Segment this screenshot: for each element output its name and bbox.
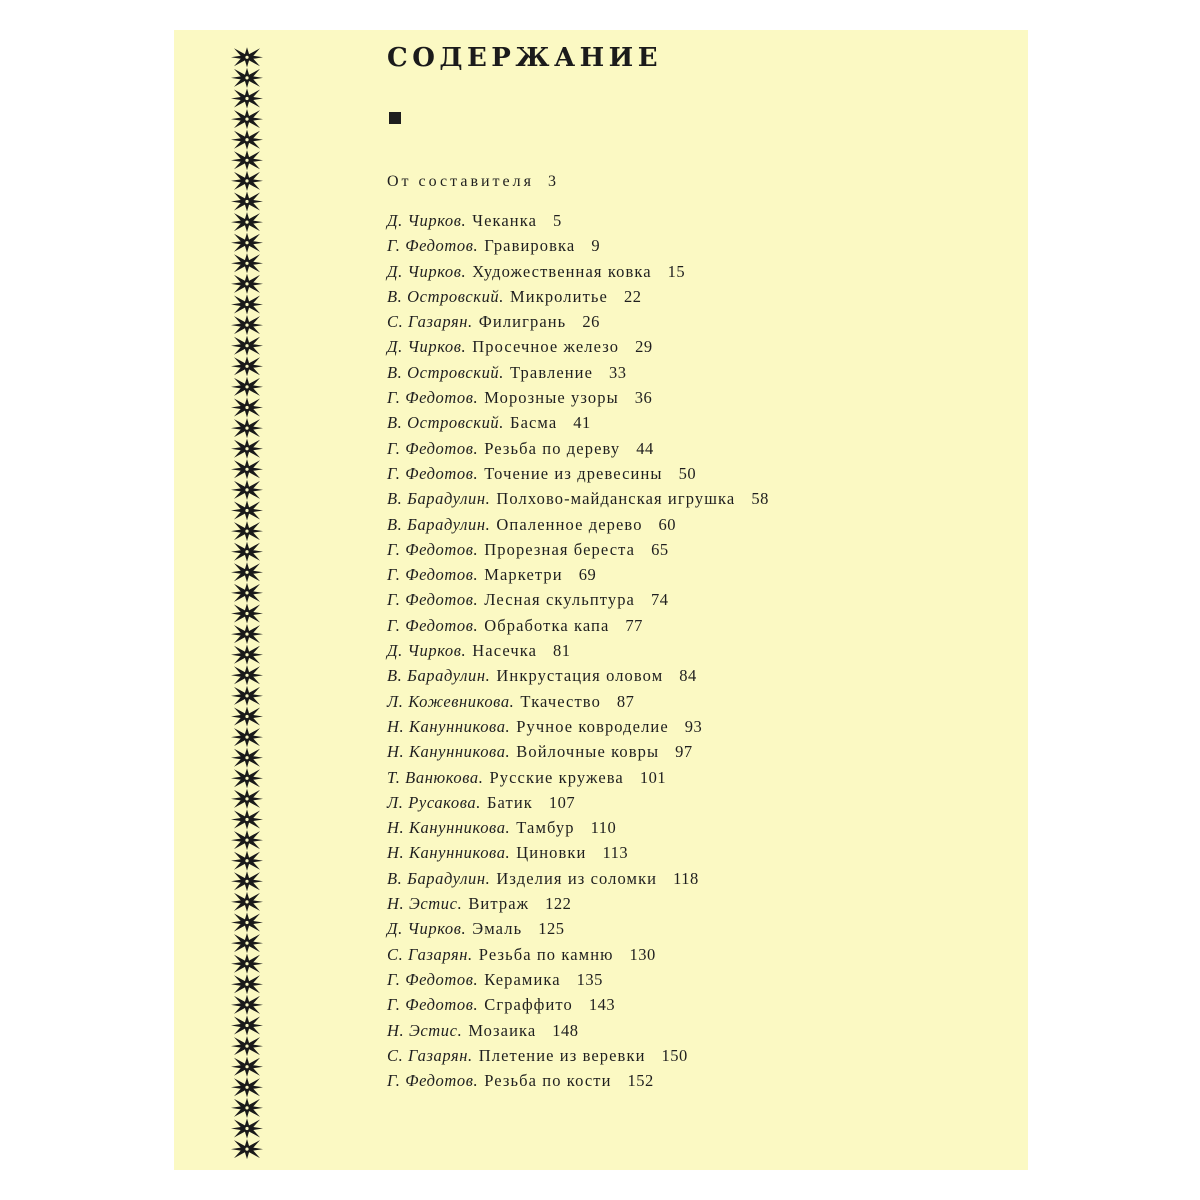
entry-page-number: 22 xyxy=(623,286,642,306)
eight-point-star-ornament xyxy=(231,398,263,418)
toc-entry[interactable] xyxy=(387,866,769,891)
entry-author: В. Барадулин. xyxy=(387,514,491,534)
entry-author: Л. Русакова. xyxy=(387,792,481,812)
toc-entry[interactable] xyxy=(387,486,769,511)
entry-page-number: 143 xyxy=(588,995,616,1015)
entry-author: Д. Чирков. xyxy=(387,641,467,661)
entry-title: Плетение из веревки xyxy=(478,1045,646,1065)
eight-point-star-ornament xyxy=(231,109,263,129)
eight-point-star-ornament xyxy=(231,439,263,459)
entry-title: Циновки xyxy=(516,843,587,863)
entry-title: Войлочные ковры xyxy=(516,742,660,762)
toc-entry[interactable] xyxy=(387,739,769,764)
entry-author: Г. Федотов. xyxy=(387,438,479,458)
entry-title: Прорезная береста xyxy=(484,539,636,559)
toc-entry[interactable] xyxy=(387,689,769,714)
eight-point-star-ornament xyxy=(231,521,263,541)
entry-author: Г. Федотов. xyxy=(387,969,479,989)
eight-point-star-ornament xyxy=(231,933,263,953)
entry-author: Г. Федотов. xyxy=(387,388,479,408)
entry-title: Опаленное дерево xyxy=(496,514,643,534)
entry-author: Н. Канунникова. xyxy=(387,742,511,762)
eight-point-star-ornament xyxy=(231,212,263,232)
entry-author: Т. Ванюкова. xyxy=(387,767,484,787)
entry-title: Тамбур xyxy=(516,818,575,838)
eight-point-star-ornament xyxy=(231,686,263,706)
entry-title: Батик xyxy=(486,792,533,812)
entry-page-number: 148 xyxy=(552,1020,579,1040)
entry-title: Резьба по дереву xyxy=(484,438,621,458)
toc-entry[interactable] xyxy=(387,587,769,612)
entry-page-number: 93 xyxy=(684,716,703,736)
toc-entry[interactable] xyxy=(387,942,769,967)
toc-entry[interactable] xyxy=(387,765,769,790)
eight-point-star-ornament xyxy=(231,377,263,397)
toc-entry[interactable] xyxy=(387,334,769,359)
eight-point-star-ornament xyxy=(231,1077,263,1097)
entry-title: Русские кружева xyxy=(489,767,624,787)
toc-preface[interactable] xyxy=(387,173,556,191)
eight-point-star-ornament xyxy=(231,233,263,253)
toc-entry[interactable] xyxy=(387,537,769,562)
entry-title: Сграффито xyxy=(484,995,573,1015)
entry-title: Травление xyxy=(510,362,594,382)
entry-author: Д. Чирков. xyxy=(387,337,467,357)
entry-page-number: 81 xyxy=(553,641,571,661)
entry-page-number: 5 xyxy=(553,211,562,230)
entry-author: Д. Чирков. xyxy=(387,211,467,230)
entry-title: Насечка xyxy=(472,641,538,661)
entry-author: В. Барадулин. xyxy=(387,666,491,686)
eight-point-star-ornament xyxy=(231,336,263,356)
eight-point-star-ornament xyxy=(231,995,263,1015)
eight-point-star-ornament xyxy=(231,562,263,582)
entry-title: Полхово-майданская игрушка xyxy=(496,489,736,509)
entry-page-number: 41 xyxy=(573,413,591,433)
eight-point-star-ornament xyxy=(231,171,263,191)
entry-page-number: 110 xyxy=(590,818,617,838)
eight-point-star-ornament xyxy=(231,150,263,170)
eight-point-star-ornament xyxy=(231,748,263,768)
entry-page-number: 130 xyxy=(629,944,656,964)
entry-title: Мозаика xyxy=(468,1020,537,1040)
entry-page-number: 107 xyxy=(548,792,576,812)
ornament-border xyxy=(226,47,268,1163)
toc-entry[interactable] xyxy=(387,1043,769,1068)
entry-title: Маркетри xyxy=(484,565,563,585)
entry-title: Ручное ковроделие xyxy=(516,716,669,736)
toc-entry[interactable] xyxy=(387,512,769,537)
toc-entry[interactable] xyxy=(387,790,769,815)
page-title: СОДЕРЖАНИЕ xyxy=(387,43,663,73)
entry-title: Гравировка xyxy=(484,236,576,256)
square-bullet-icon xyxy=(389,112,401,124)
entry-title: Резьба по кости xyxy=(484,1071,612,1091)
toc-entry[interactable] xyxy=(387,1068,769,1093)
eight-point-star-ornament xyxy=(231,913,263,933)
entry-author: Г. Федотов. xyxy=(387,590,479,610)
eight-point-star-ornament xyxy=(231,830,263,850)
entry-page-number: 33 xyxy=(609,362,627,382)
entry-title: Лесная скульптура xyxy=(484,590,635,610)
toc-entry[interactable] xyxy=(387,1018,769,1043)
toc-entry[interactable] xyxy=(387,815,769,840)
eight-point-star-ornament xyxy=(231,1057,263,1077)
entry-page-number: 97 xyxy=(675,742,693,762)
entry-title: Басма xyxy=(510,413,558,433)
eight-point-star-ornament xyxy=(231,604,263,624)
entry-page-number: 50 xyxy=(678,463,697,483)
toc-entry[interactable] xyxy=(387,714,769,739)
entry-page-number: 122 xyxy=(545,894,572,914)
entry-author: Д. Чирков. xyxy=(387,261,467,281)
entry-author: Н. Канунникова. xyxy=(387,843,511,863)
entry-page-number: 44 xyxy=(636,438,654,458)
toc-entry[interactable] xyxy=(387,309,769,334)
toc-entry[interactable] xyxy=(387,385,769,410)
eight-point-star-ornament xyxy=(231,253,263,273)
entry-author: С. Газарян. xyxy=(387,312,473,332)
toc-entry[interactable] xyxy=(387,410,769,435)
toc-entry[interactable] xyxy=(387,638,769,663)
toc-entry[interactable] xyxy=(387,436,769,461)
entry-author: Г. Федотов. xyxy=(387,995,479,1015)
eight-point-star-ornament xyxy=(231,192,263,212)
entry-page-number: 15 xyxy=(667,261,686,281)
toc-entry[interactable] xyxy=(387,259,769,284)
entry-title: Точение из древесины xyxy=(484,463,663,483)
entry-title: Просечное железо xyxy=(472,337,620,357)
entry-author: В. Барадулин. xyxy=(387,489,491,509)
toc-entry[interactable] xyxy=(387,562,769,587)
eight-point-star-ornament xyxy=(231,89,263,109)
eight-point-star-ornament xyxy=(231,768,263,788)
entry-title: Изделия из соломки xyxy=(496,868,658,888)
eight-point-star-ornament xyxy=(231,47,263,67)
eight-point-star-ornament xyxy=(231,727,263,747)
entry-author: Д. Чирков. xyxy=(387,919,467,939)
entry-page-number: 60 xyxy=(658,514,677,534)
preface-label: От составителя xyxy=(387,173,534,190)
eight-point-star-ornament xyxy=(231,1098,263,1118)
toc-entry[interactable] xyxy=(387,840,769,865)
entry-title: Эмаль xyxy=(472,919,523,939)
eight-point-star-ornament xyxy=(231,1036,263,1056)
entry-title: Ткачество xyxy=(520,691,601,711)
entry-author: Г. Федотов. xyxy=(387,539,479,559)
toc-entry[interactable] xyxy=(387,613,769,638)
preface-page: 3 xyxy=(548,173,556,190)
entry-author: Г. Федотов. xyxy=(387,236,479,256)
toc-entry[interactable] xyxy=(387,208,769,233)
entry-title: Керамика xyxy=(484,969,561,989)
eight-point-star-ornament xyxy=(231,480,263,500)
entry-page-number: 36 xyxy=(634,388,653,408)
entry-page-number: 9 xyxy=(591,236,601,256)
eight-point-star-ornament xyxy=(231,542,263,562)
toc-entry[interactable] xyxy=(387,233,769,258)
eight-point-star-ornament xyxy=(231,315,263,335)
eight-point-star-ornament xyxy=(231,68,263,88)
entry-title: Микролитье xyxy=(510,286,608,306)
toc-entry[interactable] xyxy=(387,891,769,916)
eight-point-star-ornament xyxy=(231,459,263,479)
eight-point-star-ornament xyxy=(231,1139,263,1159)
entry-title: Витраж xyxy=(468,894,530,914)
eight-point-star-ornament xyxy=(231,645,263,665)
eight-point-star-ornament xyxy=(231,851,263,871)
entry-author: Н. Канунникова. xyxy=(387,716,511,736)
eight-point-star-ornament xyxy=(231,892,263,912)
toc-entry[interactable] xyxy=(387,360,769,385)
entry-title: Чеканка xyxy=(472,211,538,230)
entry-author: Н. Эстис. xyxy=(387,1020,463,1040)
entry-page-number: 135 xyxy=(576,969,603,989)
entry-author: С. Газарян. xyxy=(387,944,473,964)
eight-point-star-ornament xyxy=(231,1119,263,1139)
entry-author: С. Газарян. xyxy=(387,1045,473,1065)
entry-page-number: 69 xyxy=(578,565,597,585)
entry-page-number: 101 xyxy=(639,767,667,787)
entry-page-number: 26 xyxy=(582,312,600,332)
entry-title: Художественная ковка xyxy=(472,261,652,281)
entry-page-number: 118 xyxy=(673,868,699,888)
eight-point-star-ornament xyxy=(231,583,263,603)
entry-author: В. Барадулин. xyxy=(387,868,491,888)
eight-point-star-ornament xyxy=(231,871,263,891)
entry-author: Н. Эстис. xyxy=(387,894,463,914)
entry-page-number: 125 xyxy=(538,919,565,939)
entry-author: Г. Федотов. xyxy=(387,463,479,483)
entry-author: Л. Кожевникова. xyxy=(387,691,515,711)
entry-author: Г. Федотов. xyxy=(387,1071,479,1091)
entry-title: Резьба по камню xyxy=(478,944,614,964)
entry-page-number: 84 xyxy=(679,666,697,686)
entry-author: Г. Федотов. xyxy=(387,615,479,635)
entry-title: Филигрань xyxy=(478,312,567,332)
entry-page-number: 29 xyxy=(635,337,653,357)
eight-point-star-ornament xyxy=(231,810,263,830)
toc-entry[interactable] xyxy=(387,461,769,486)
eight-point-star-ornament xyxy=(231,418,263,438)
eight-point-star-ornament xyxy=(231,974,263,994)
entry-page-number: 74 xyxy=(650,590,669,610)
toc-entry[interactable] xyxy=(387,284,769,309)
eight-point-star-ornament xyxy=(231,295,263,315)
entry-page-number: 152 xyxy=(627,1071,654,1091)
entry-author: В. Островский. xyxy=(387,286,504,306)
toc-entry[interactable] xyxy=(387,663,769,688)
eight-point-star-ornament xyxy=(231,954,263,974)
toc-entry[interactable] xyxy=(387,916,769,941)
entry-page-number: 150 xyxy=(661,1045,688,1065)
eight-point-star-ornament xyxy=(231,1016,263,1036)
toc-entry[interactable] xyxy=(387,967,769,992)
entry-page-number: 77 xyxy=(625,615,643,635)
entry-title: Обработка капа xyxy=(484,615,610,635)
toc-entry[interactable] xyxy=(387,992,769,1017)
eight-point-star-ornament xyxy=(231,130,263,150)
eight-point-star-ornament xyxy=(231,665,263,685)
entry-author: Г. Федотов. xyxy=(387,565,479,585)
entry-page-number: 58 xyxy=(751,489,769,509)
toc-list xyxy=(387,208,769,1093)
entry-title: Инкрустация оловом xyxy=(496,666,664,686)
entry-author: Н. Канунникова. xyxy=(387,818,511,838)
eight-point-star-ornament xyxy=(231,624,263,644)
eight-point-star-ornament xyxy=(231,274,263,294)
eight-point-star-ornament xyxy=(231,789,263,809)
entry-title: Морозные узоры xyxy=(484,388,619,408)
entry-page-number: 87 xyxy=(616,691,635,711)
entry-page-number: 113 xyxy=(602,843,629,863)
eight-point-star-ornament xyxy=(231,501,263,521)
entry-author: В. Островский. xyxy=(387,413,504,433)
entry-page-number: 65 xyxy=(651,539,669,559)
entry-author: В. Островский. xyxy=(387,362,504,382)
eight-point-star-ornament xyxy=(231,707,263,727)
eight-point-star-ornament xyxy=(231,356,263,376)
